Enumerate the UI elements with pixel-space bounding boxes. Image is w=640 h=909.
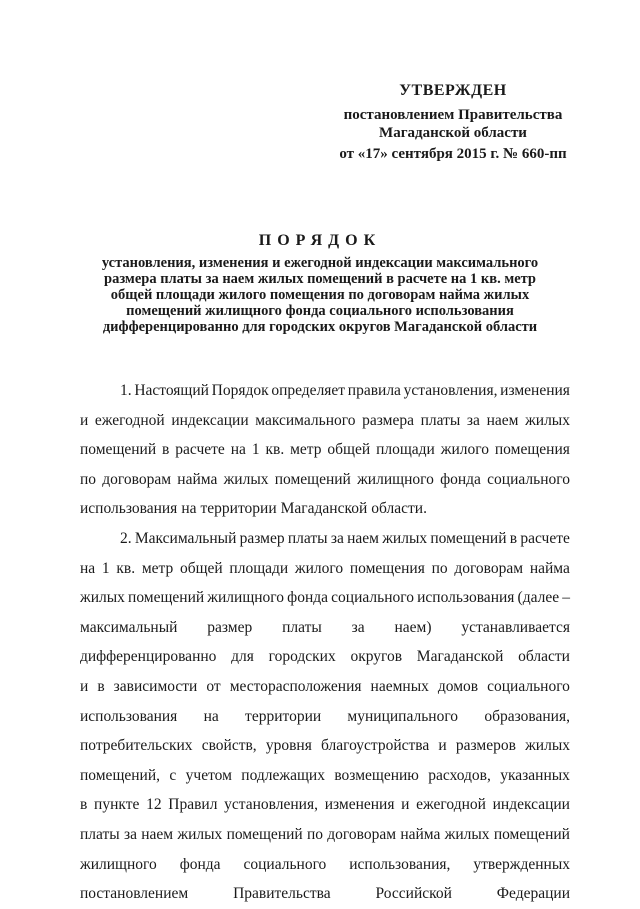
body-word: расчете (175, 441, 225, 459)
subtitle-line: помещений жилищного фонда социального использования (126, 303, 514, 319)
body-word: 12 (146, 796, 162, 814)
body-word: найма (529, 559, 570, 577)
body-word: наем (141, 825, 174, 843)
body-word: для (231, 648, 254, 666)
body-word: жилых (525, 411, 570, 429)
body-word: за (466, 411, 480, 429)
body-word: кв. (116, 559, 136, 577)
body-word: ежегодной (94, 411, 165, 429)
body-word: договорам (454, 559, 524, 577)
body-word: установления, (403, 382, 498, 399)
body-word: жилых (444, 825, 490, 843)
body-word: по (80, 470, 97, 488)
body-line (80, 761, 570, 791)
body-word: и (80, 677, 89, 695)
body-word: социального (243, 855, 327, 873)
body-word: найма (177, 470, 218, 488)
body-word: найма (400, 825, 441, 843)
body-word: Магаданской (280, 500, 368, 518)
body-word: Настоящий (134, 382, 209, 399)
body-word: наем (486, 411, 519, 429)
body-word: области. (371, 500, 427, 518)
body-word: изменения (324, 796, 395, 814)
body-word: индексации (492, 796, 570, 814)
body-word: и (401, 796, 410, 814)
body-word: Правительства (233, 885, 331, 903)
approval-date: от «17» сентября 2015 г. № 660-пп (339, 146, 567, 162)
body-word: Российской (375, 885, 452, 903)
body-word: дифференцированно (80, 648, 217, 666)
body-word: использования (417, 589, 515, 607)
body-word: 1 (101, 559, 110, 577)
body-word: наем) (394, 618, 432, 636)
body-word: жилого (440, 441, 489, 459)
body-word: социального (487, 677, 570, 695)
body-word: домов (437, 677, 479, 695)
body-word: помещений (128, 589, 205, 607)
body-word: метр (141, 559, 174, 577)
body-word: договорам (327, 825, 397, 843)
body-word: установления, (224, 796, 318, 814)
body-word: и (80, 411, 89, 429)
body-word: 1 (251, 441, 260, 459)
body-word: 2. (120, 529, 132, 547)
body-word: расчете (520, 529, 570, 547)
body-word: муниципального (347, 707, 459, 725)
body-line (80, 879, 570, 909)
body-word: образования, (484, 707, 570, 725)
body-line (80, 613, 570, 643)
body-word: по (306, 825, 324, 843)
body-word: максимального (255, 411, 356, 429)
body-word: округов (350, 648, 403, 666)
body-word: жилого (294, 559, 344, 577)
body-word: на (181, 500, 197, 518)
body-word: размер (239, 529, 285, 547)
body-word: зависимости (113, 677, 198, 695)
body-word: (далее (517, 589, 560, 607)
body-line (80, 494, 570, 524)
body-word: изменения (500, 382, 570, 399)
body-word: жилых (382, 529, 428, 547)
body-word: использования (80, 707, 178, 725)
body-word: жилых (177, 825, 223, 843)
body-word: ежегодной (416, 796, 486, 814)
document-title: ПОРЯДОК (258, 232, 382, 249)
body-word: помещений (430, 529, 507, 547)
body-word: утвержденных (473, 855, 570, 873)
body-word: устанавливается (461, 618, 570, 636)
body-word: уровня (265, 737, 312, 755)
body-line (80, 465, 570, 495)
body-word: жилых (525, 737, 570, 755)
body-word: учетом (185, 766, 232, 784)
body-line (80, 820, 570, 850)
body-word: фонда (179, 855, 221, 873)
body-word: фонда (287, 589, 329, 607)
body-line (80, 406, 570, 436)
body-word: от (206, 677, 221, 695)
subtitle-line: общей площади жилого помещения по договорам найма жилых (110, 287, 530, 303)
body-word: наем (347, 529, 379, 547)
approval-stamp-title: УТВЕРЖДЕН (399, 82, 507, 99)
body-word: Максимальный (134, 529, 237, 547)
document-body (80, 376, 570, 909)
body-line (80, 850, 570, 880)
body-line (80, 376, 570, 406)
body-line (80, 672, 570, 702)
body-line (80, 790, 570, 820)
body-word: площади (376, 441, 435, 459)
body-word: и (438, 737, 447, 755)
body-word: использования, (349, 855, 451, 873)
body-word: на (80, 559, 96, 577)
body-line (80, 702, 570, 732)
body-word: помещения (349, 559, 425, 577)
body-word: общей (179, 559, 223, 577)
approval-authority-line: постановлением Правительства (343, 107, 563, 123)
body-word: потребительских (80, 737, 193, 755)
body-word: месторасположения (229, 677, 362, 695)
body-word: свойств, (201, 737, 257, 755)
body-line (80, 524, 570, 554)
body-line (80, 731, 570, 761)
body-line (80, 642, 570, 672)
body-word: Порядок (211, 382, 269, 399)
body-word: Магаданской (416, 648, 504, 666)
body-word: максимальный (80, 618, 178, 636)
body-word: социального (487, 470, 570, 488)
body-word: социального (331, 589, 414, 607)
body-word: на (230, 441, 246, 459)
body-word: правила (347, 382, 401, 399)
body-word: на (203, 707, 219, 725)
body-word: пункте (94, 796, 140, 814)
subtitle-line: установления, изменения и ежегодной индексации максимального (101, 255, 539, 271)
body-word: помещений, (80, 766, 161, 784)
body-word: жилых (223, 470, 269, 488)
body-line (80, 435, 570, 465)
body-word: возмещению (334, 766, 419, 784)
body-word: площади (229, 559, 289, 577)
body-word: платы (287, 529, 328, 547)
body-word: размер (207, 618, 253, 636)
body-word: в (162, 441, 170, 459)
body-word: индексации (171, 411, 249, 429)
body-word: городских (268, 648, 336, 666)
body-word: платы (282, 618, 322, 636)
body-word: фонда (440, 470, 481, 488)
document-subtitle (70, 255, 570, 335)
body-word: территории (245, 707, 322, 725)
body-word: помещений (80, 441, 157, 459)
body-word: договорам (102, 470, 172, 488)
body-word: постановлением (80, 885, 189, 903)
body-line (80, 554, 570, 584)
body-word: территории (200, 500, 277, 518)
body-word: благоустройства (320, 737, 430, 755)
body-word: платы (80, 825, 120, 843)
body-word: 1. (120, 382, 132, 399)
approval-authority (318, 106, 588, 142)
body-word: общей (327, 441, 371, 459)
body-word: за (351, 618, 365, 636)
body-word: в (97, 677, 105, 695)
body-word: наемных (370, 677, 429, 695)
body-word: размера (362, 411, 414, 429)
body-word: жилых (80, 589, 125, 607)
body-word: жилищного (80, 855, 157, 873)
body-word: жилищного (357, 470, 434, 488)
body-word: подлежащих (241, 766, 325, 784)
body-word: помещений (226, 825, 303, 843)
body-line (80, 583, 570, 613)
body-word: области (518, 648, 570, 666)
body-word: за (123, 825, 137, 843)
body-word: в (509, 529, 518, 547)
body-word: помещений (274, 470, 351, 488)
body-word: помещения (494, 441, 570, 459)
body-word: платы (420, 411, 461, 429)
body-word: за (330, 529, 344, 547)
subtitle-line: размера платы за наем жилых помещений в расчете на 1 кв. метр (104, 271, 536, 287)
body-word: в (80, 796, 88, 814)
body-word: размеров (455, 737, 516, 755)
body-word: – (562, 589, 570, 607)
body-word: жилищного (207, 589, 285, 607)
body-word: использования (80, 500, 178, 518)
subtitle-line: дифференцированно для городских округов Магаданской области (102, 319, 538, 335)
body-word: с (169, 766, 177, 784)
body-word: по (431, 559, 448, 577)
body-word: помещений (493, 825, 570, 843)
body-word: метр (290, 441, 322, 459)
body-word: указанных (500, 766, 570, 784)
body-word: определяет (271, 382, 346, 399)
body-word: кв. (265, 441, 285, 459)
approval-authority-line: Магаданской области (379, 125, 527, 141)
body-word: расходов, (428, 766, 491, 784)
body-word: Правил (168, 796, 218, 814)
body-word: Федерации (496, 885, 570, 903)
